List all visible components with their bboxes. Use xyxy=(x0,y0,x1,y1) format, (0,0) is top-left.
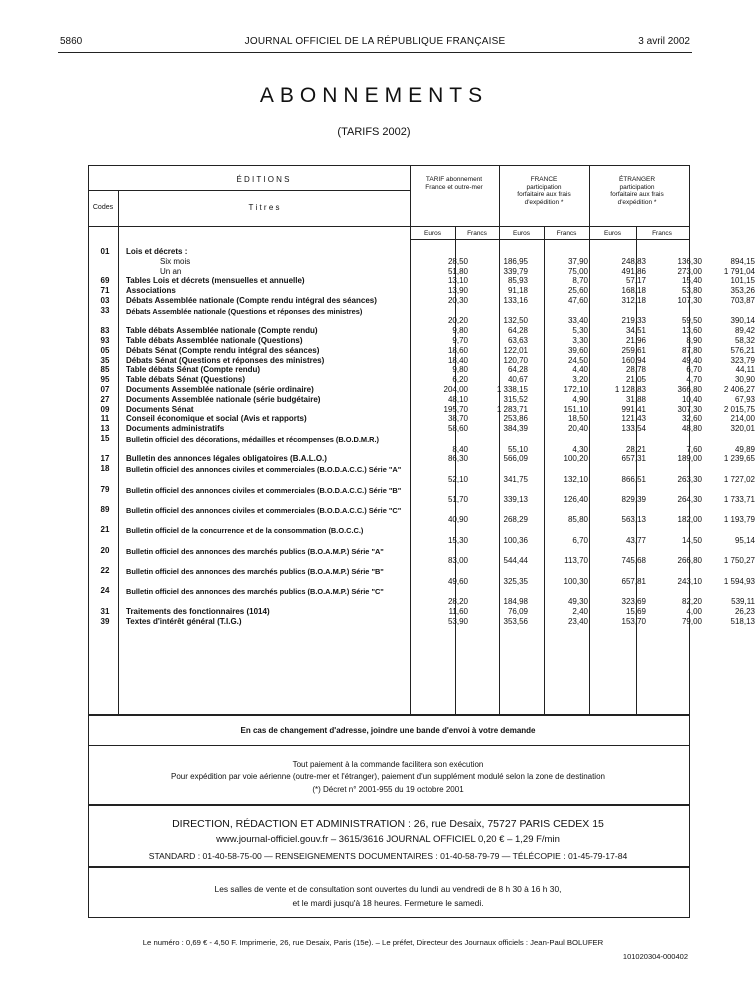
row-value: 248,83 xyxy=(621,256,646,266)
table-row xyxy=(90,266,755,277)
row-value: 23,40 xyxy=(567,616,588,626)
row-value: 21,05 xyxy=(625,375,646,385)
row-code: 89 xyxy=(100,504,110,514)
row-value: 745,68 xyxy=(621,556,646,566)
row-value: 100,30 xyxy=(563,576,588,586)
row-value: 4,30 xyxy=(572,444,588,454)
row-title: Bulletin officiel des annonces civiles et commerciales (B.O.D.A.C.C.) Série "B" xyxy=(126,485,402,495)
row-value: 64,28 xyxy=(507,365,528,375)
row-value: 4,90 xyxy=(572,394,588,404)
row-code: 33 xyxy=(100,305,110,315)
row-code: 69 xyxy=(100,276,110,286)
row-title: Bulletin officiel des annonces des marchés publics (B.O.A.M.P.) Série "B" xyxy=(126,567,384,577)
row-value: 576,21 xyxy=(730,345,755,355)
row-value: 6,70 xyxy=(572,535,588,545)
table-row xyxy=(90,394,755,405)
row-value: 43,77 xyxy=(625,535,646,545)
row-value: 5,30 xyxy=(572,326,588,336)
row-value: 2 406,27 xyxy=(723,384,755,394)
row-value: 121,43 xyxy=(621,414,646,424)
row-title: Bulletin des annonces légales obligatoires (B.A.L.O.) xyxy=(126,454,327,464)
table-row xyxy=(90,424,755,434)
row-value: 20,30 xyxy=(447,296,468,305)
row-value: 64,28 xyxy=(507,326,528,336)
row-value: 323,79 xyxy=(730,355,755,365)
row-value: 136,30 xyxy=(677,256,702,266)
table-row xyxy=(90,545,755,567)
issue-date: 3 avril 2002 xyxy=(638,36,690,47)
row-value: 2 015,75 xyxy=(723,404,755,414)
row-value: 1 791,04 xyxy=(723,266,755,276)
row-value: 85,80 xyxy=(567,515,588,525)
row-value: 518,13 xyxy=(730,616,755,626)
row-value: 58,32 xyxy=(734,335,755,345)
row-value: 133,54 xyxy=(621,424,646,434)
row-value: 53,80 xyxy=(681,286,702,296)
row-value: 1 193,79 xyxy=(723,515,755,525)
table-row xyxy=(90,566,755,587)
row-value: 40,67 xyxy=(507,375,528,385)
row-code: 85 xyxy=(100,365,110,375)
row-value: 1 750,27 xyxy=(723,556,755,566)
sales-hours-1: Les salles de vente et de consultation sont ouvertes du lundi au vendredi de 8 h 30 à 16 h 30, xyxy=(214,884,562,894)
row-value: 1 239,65 xyxy=(723,454,755,464)
table-row xyxy=(90,326,755,336)
row-title: Table débats Sénat (Compte rendu) xyxy=(126,365,261,375)
table-row xyxy=(90,484,755,506)
row-value: 32,60 xyxy=(681,414,702,424)
table-row xyxy=(90,525,755,546)
row-value: 2,40 xyxy=(572,606,588,616)
row-value: 266,80 xyxy=(677,556,702,566)
row-value: 8,90 xyxy=(686,335,702,345)
row-value: 100,36 xyxy=(503,535,528,545)
row-value: 48,80 xyxy=(681,424,702,434)
row-value: 82,20 xyxy=(681,597,702,607)
row-value: 6,20 xyxy=(452,375,468,385)
imprint: Le numéro : 0,69 € - 4,50 F. Imprimerie, 26, rue Desaix, Paris (15e). – Le préfet, Directeur des Journaux officiels : Jean-Paul BOLUFER xyxy=(142,938,604,947)
row-code: 39 xyxy=(100,616,110,626)
table-row xyxy=(90,454,755,464)
table-row xyxy=(90,433,755,455)
row-value: 829,39 xyxy=(621,495,646,505)
row-value: 339,13 xyxy=(503,495,528,505)
row-value: 107,30 xyxy=(677,296,702,305)
row-title: Bulletin officiel des annonces civiles et commerciales (B.O.D.A.C.C.) Série "A" xyxy=(126,465,402,475)
row-code: 79 xyxy=(100,484,110,494)
row-value: 323,69 xyxy=(621,597,646,607)
row-value: 243,10 xyxy=(677,576,702,586)
page-subtitle: (TARIFS 2002) xyxy=(337,126,411,138)
row-value: 52,10 xyxy=(447,474,468,484)
row-code: 27 xyxy=(100,394,110,404)
row-value: 18,60 xyxy=(447,345,468,355)
row-title: Textes d'intérêt général (T.I.G.) xyxy=(126,616,242,626)
table-row xyxy=(90,384,755,395)
payment-note-3: (*) Décret n° 2001-955 du 19 octobre 2001 xyxy=(312,785,464,794)
table-row xyxy=(90,305,755,327)
row-code: 15 xyxy=(100,433,110,443)
table-row xyxy=(90,464,755,485)
row-title: Associations xyxy=(126,286,176,296)
row-value: 14,50 xyxy=(681,535,702,545)
payment-note-2: Pour expédition par voie aérienne (outre-mer et l'étranger), paiement d'un supplément modulé selon la zone de destination xyxy=(171,772,605,781)
row-value: 10,40 xyxy=(681,394,702,404)
row-value: 49,60 xyxy=(447,576,468,586)
row-value: 189,00 xyxy=(677,454,702,464)
row-value: 151,10 xyxy=(563,404,588,414)
row-value: 1 283,71 xyxy=(496,404,528,414)
row-title: Débats Assemblée nationale (Compte rendu intégral des séances) xyxy=(126,296,377,305)
row-value: 38,70 xyxy=(447,414,468,424)
row-title: Documents Assemblée nationale (série ordinaire) xyxy=(126,384,314,394)
row-value: 15,69 xyxy=(625,606,646,616)
row-value: 132,50 xyxy=(503,316,528,326)
table-row xyxy=(90,404,755,415)
editions-divider xyxy=(88,190,410,191)
row-value: 75,00 xyxy=(567,266,588,276)
row-value: 24,50 xyxy=(567,355,588,365)
row-code: 03 xyxy=(100,296,110,305)
journal-title: JOURNAL OFFICIEL DE LA RÉPUBLIQUE FRANÇAISE xyxy=(244,36,506,47)
row-value: 126,40 xyxy=(563,495,588,505)
change-address-note: En cas de changement d'adresse, joindre une bande d'envoi à votre demande xyxy=(240,726,536,735)
row-code: 22 xyxy=(100,566,110,576)
row-value: 312,18 xyxy=(621,296,646,305)
row-value: 44,11 xyxy=(735,365,755,375)
row-value: 33,40 xyxy=(567,316,588,326)
row-code: 24 xyxy=(100,586,110,596)
row-value: 28,78 xyxy=(625,365,646,375)
direction-line-1: DIRECTION, RÉDACTION ET ADMINISTRATION : 26, rue Desaix, 75727 PARIS CEDEX 15 xyxy=(172,818,604,830)
row-value: 4,70 xyxy=(686,375,702,385)
table-row xyxy=(90,504,755,526)
row-code: 71 xyxy=(100,286,110,296)
notes-divider xyxy=(88,745,689,746)
row-value: 21,96 xyxy=(625,335,646,345)
row-value: 89,42 xyxy=(734,326,755,336)
row-value: 186,95 xyxy=(503,256,528,266)
codes-header: Codes xyxy=(92,204,114,211)
row-value: 182,00 xyxy=(677,515,702,525)
row-value: 273,00 xyxy=(677,266,702,276)
row-value: 28,20 xyxy=(447,597,468,607)
payment-note-1: Tout paiement à la commande facilitera son exécution xyxy=(292,760,484,769)
table-row xyxy=(90,616,755,627)
row-value: 26,23 xyxy=(734,606,755,616)
row-value: 133,16 xyxy=(503,296,528,305)
table-row xyxy=(90,355,755,366)
row-value: 40,90 xyxy=(447,515,468,525)
row-value: 47,60 xyxy=(567,296,588,305)
row-code: 17 xyxy=(100,454,110,464)
unit-francs-1: Francs xyxy=(467,230,487,237)
row-value: 11,60 xyxy=(448,606,468,616)
row-value: 263,30 xyxy=(677,474,702,484)
row-title: Documents administratifs xyxy=(126,424,225,434)
row-code: 07 xyxy=(100,384,110,394)
row-value: 184,98 xyxy=(503,597,528,607)
row-value: 53,90 xyxy=(447,616,468,626)
row-value: 85,93 xyxy=(507,276,528,286)
row-code: 83 xyxy=(100,326,110,336)
row-value: 168,18 xyxy=(621,286,646,296)
row-title: Bulletin officiel des annonces des marchés publics (B.O.A.M.P.) Série "C" xyxy=(126,587,384,597)
row-code: 18 xyxy=(100,464,110,474)
row-value: 894,15 xyxy=(730,256,755,266)
row-value: 7,60 xyxy=(686,444,702,454)
row-value: 95,14 xyxy=(734,535,755,545)
row-value: 34,51 xyxy=(625,326,646,336)
row-value: 539,11 xyxy=(731,597,755,607)
row-value: 307,30 xyxy=(677,404,702,414)
row-value: 866,51 xyxy=(621,474,646,484)
row-title: Table débats Sénat (Questions) xyxy=(126,375,245,385)
editions-header: É D I T I O N S xyxy=(236,175,290,184)
table-row xyxy=(90,335,755,346)
row-value: 172,10 xyxy=(563,384,588,394)
row-value: 51,80 xyxy=(447,266,468,276)
row-value: 28,21 xyxy=(625,444,646,454)
table-row xyxy=(90,248,688,257)
row-value: 264,30 xyxy=(677,495,702,505)
row-title: Bulletin officiel de la concurrence et de la consommation (B.O.C.C.) xyxy=(126,526,364,536)
row-code: 31 xyxy=(100,606,110,616)
row-code: 95 xyxy=(100,375,110,385)
row-title: Un an xyxy=(160,266,182,276)
row-title: Débats Sénat (Questions et réponses des ministres) xyxy=(126,355,325,365)
row-value: 15,40 xyxy=(681,276,702,286)
row-value: 79,00 xyxy=(681,616,702,626)
sales-hours-2: et le mardi jusqu'à 18 heures. Fermeture le samedi. xyxy=(292,898,484,908)
direction-line-2: www.journal-officiel.gouv.fr – 3615/3616 JOURNAL OFFICIEL 0,20 € – 1,29 F/min xyxy=(216,834,560,845)
row-value: 341,75 xyxy=(503,474,528,484)
row-value: 13,10 xyxy=(447,276,468,286)
row-value: 86,30 xyxy=(447,454,468,464)
row-value: 57,17 xyxy=(625,276,646,286)
row-title: Débats Sénat (Compte rendu intégral des séances) xyxy=(126,345,320,355)
row-value: 58,60 xyxy=(447,424,468,434)
unit-divider xyxy=(410,239,689,240)
row-value: 353,56 xyxy=(503,616,528,626)
row-value: 28,50 xyxy=(447,256,468,266)
row-value: 268,29 xyxy=(503,515,528,525)
row-title: Bulletin officiel des annonces des marchés publics (B.O.A.M.P.) Série "A" xyxy=(126,546,384,556)
row-value: 214,00 xyxy=(730,414,755,424)
row-value: 49,30 xyxy=(567,597,588,607)
row-value: 9,80 xyxy=(452,326,468,336)
row-value: 3,20 xyxy=(572,375,588,385)
unit-euros-2: Euros xyxy=(513,230,530,237)
row-value: 37,90 xyxy=(567,256,588,266)
row-value: 566,09 xyxy=(503,454,528,464)
row-value: 160,94 xyxy=(621,355,646,365)
table-row xyxy=(90,606,755,617)
row-title: Conseil économique et social (Avis et rapports) xyxy=(126,414,307,424)
row-title: Lois et décrets : xyxy=(126,247,188,256)
row-title: Tables Lois et décrets (mensuelles et annuelle) xyxy=(126,276,305,286)
row-value: 1 727,02 xyxy=(723,474,755,484)
row-value: 55,10 xyxy=(507,444,528,454)
row-value: 59,50 xyxy=(681,316,702,326)
row-title: Documents Sénat xyxy=(126,404,194,414)
page-number: 5860 xyxy=(60,36,83,47)
table-row xyxy=(90,286,755,296)
header-divider xyxy=(88,226,689,227)
row-value: 353,26 xyxy=(730,286,755,296)
row-value: 18,50 xyxy=(567,414,588,424)
row-value: 49,89 xyxy=(734,444,755,454)
row-value: 122,01 xyxy=(503,345,528,355)
row-value: 3,30 xyxy=(572,335,588,345)
row-value: 1 733,71 xyxy=(723,495,755,505)
row-value: 9,70 xyxy=(452,335,468,345)
row-value: 67,93 xyxy=(734,394,755,404)
row-value: 544,44 xyxy=(503,556,528,566)
row-code: 05 xyxy=(100,345,110,355)
row-value: 320,01 xyxy=(730,424,755,434)
row-value: 30,90 xyxy=(734,375,755,385)
row-value: 8,70 xyxy=(572,276,588,286)
row-value: 25,60 xyxy=(567,286,588,296)
row-value: 195,70 xyxy=(443,404,468,414)
row-value: 563,13 xyxy=(621,515,646,525)
row-value: 259,61 xyxy=(621,345,646,355)
row-title: Documents Assemblée nationale (série budgétaire) xyxy=(126,394,321,404)
row-value: 13,60 xyxy=(681,326,702,336)
row-code: 09 xyxy=(100,404,110,414)
row-value: 325,35 xyxy=(503,576,528,586)
row-value: 51,70 xyxy=(447,495,468,505)
row-value: 366,80 xyxy=(677,384,702,394)
row-value: 253,86 xyxy=(503,414,528,424)
row-value: 1 128,83 xyxy=(614,384,646,394)
row-value: 39,60 xyxy=(567,345,588,355)
row-code: 35 xyxy=(100,355,110,365)
row-code: 93 xyxy=(100,335,110,345)
row-value: 4,40 xyxy=(572,365,588,375)
unit-euros-1: Euros xyxy=(424,230,441,237)
page-title: ABONNEMENTS xyxy=(259,84,489,107)
row-value: 20,40 xyxy=(567,424,588,434)
unit-euros-3: Euros xyxy=(604,230,621,237)
page-header xyxy=(60,36,690,50)
row-value: 204,00 xyxy=(443,384,468,394)
row-value: 100,20 xyxy=(563,454,588,464)
row-value: 1 338,15 xyxy=(496,384,528,394)
table-row xyxy=(90,256,755,267)
titres-header: T i t r e s xyxy=(248,203,280,212)
row-code: 21 xyxy=(100,525,110,535)
row-value: 219,33 xyxy=(621,316,646,326)
unit-francs-2: Francs xyxy=(556,230,577,237)
france-header: FRANCE participation forfaitaire aux frais d'expédition * xyxy=(517,176,571,206)
document-code: 101020304-000402 xyxy=(622,952,688,961)
table-row xyxy=(90,276,755,286)
direction-line-3: STANDARD : 01-40-58-75-00 — RENSEIGNEMENTS DOCUMENTAIRES : 01-40-58-79-79 — TÉLÉCOPIE : 01-45-79-17-84 xyxy=(148,851,628,861)
row-title: Bulletin officiel des annonces civiles et commerciales (B.O.D.A.C.C.) Série "C" xyxy=(126,505,402,515)
row-value: 87,80 xyxy=(681,345,702,355)
row-value: 76,09 xyxy=(507,606,528,616)
table-row xyxy=(90,586,755,607)
row-code: 20 xyxy=(100,545,110,555)
row-value: 91,18 xyxy=(507,286,528,296)
table-row xyxy=(90,365,755,375)
row-title: Table débats Assemblée nationale (Questions) xyxy=(126,335,303,345)
row-value: 153,70 xyxy=(621,616,646,626)
row-value: 491,86 xyxy=(621,266,646,276)
table-row xyxy=(90,414,755,424)
tarif-header: TARIF abonnement France et outre-mer xyxy=(425,176,483,191)
table-row xyxy=(90,375,755,385)
row-title: Table débats Assemblée nationale (Compte rendu) xyxy=(126,326,318,336)
row-value: 315,52 xyxy=(503,394,528,404)
row-value: 390,14 xyxy=(730,316,755,326)
row-value: 48,10 xyxy=(447,394,468,404)
unit-francs-3: Francs xyxy=(652,230,672,237)
row-value: 9,80 xyxy=(452,365,468,375)
row-value: 101,15 xyxy=(730,276,755,286)
row-value: 20,20 xyxy=(447,316,468,326)
row-code: 11 xyxy=(100,414,110,424)
row-value: 49,40 xyxy=(681,355,702,365)
row-value: 31,88 xyxy=(625,394,646,404)
row-value: 83,00 xyxy=(447,556,468,566)
row-value: 703,87 xyxy=(730,296,755,305)
row-value: 15,30 xyxy=(447,535,468,545)
row-title: Débats Assemblée nationale (Questions et réponses des ministres) xyxy=(126,306,363,316)
row-value: 120,70 xyxy=(503,355,528,365)
row-value: 4,00 xyxy=(686,606,702,616)
row-code: 13 xyxy=(100,424,110,434)
table-row xyxy=(90,345,755,356)
row-code: 01 xyxy=(100,247,110,256)
row-value: 6,70 xyxy=(686,365,702,375)
row-value: 13,90 xyxy=(447,286,468,296)
row-value: 8,40 xyxy=(452,444,468,454)
row-title: Traitements des fonctionnaires (1014) xyxy=(126,606,270,616)
row-value: 113,70 xyxy=(564,556,588,566)
row-value: 991,41 xyxy=(621,404,646,414)
row-value: 657,81 xyxy=(621,576,646,586)
row-value: 339,79 xyxy=(503,266,528,276)
row-value: 1 594,93 xyxy=(723,576,755,586)
row-title: Six mois xyxy=(160,256,191,266)
table-row xyxy=(90,296,755,306)
row-value: 657,31 xyxy=(621,454,646,464)
row-value: 384,39 xyxy=(503,424,528,434)
row-value: 63,63 xyxy=(507,335,528,345)
header-rule xyxy=(58,52,692,53)
row-title: Bulletin officiel des décorations, médailles et récompenses (B.O.D.M.R.) xyxy=(126,434,379,444)
row-value: 132,10 xyxy=(563,474,588,484)
etranger-header: ÉTRANGER participation forfaitaire aux frais d'expédition * xyxy=(610,176,664,206)
row-value: 18,40 xyxy=(447,355,468,365)
